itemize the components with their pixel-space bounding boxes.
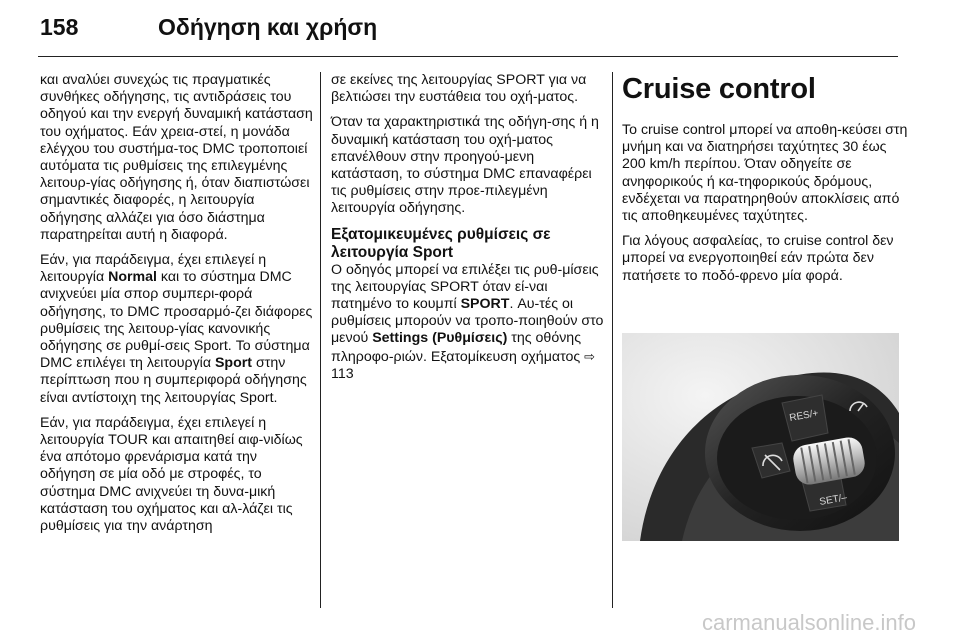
page-header xyxy=(36,14,924,44)
text-column-1 xyxy=(40,72,316,543)
sport-button-label: SPORT xyxy=(460,296,510,313)
paragraph: Για λόγους ασφαλείας, το cruise control δεν μπορεί να ενεργοποιηθεί εάν πρώτα δεν πατήσετε το ποδό-φρενο μία φορά. xyxy=(622,233,894,284)
paragraph: Εάν, για παράδειγμα, έχει επιλεγεί η λειτουργία TOUR και απαιτηθεί αιφ-νιδίως ένα απότομο φρενάρισμα κατά την οδήγηση σε μία οδό με στροφές, το σύστημα DMC ανιχνεύει τη δυνα-μική κατάσταση του οχήματος και αλ-λάζει τις ρυθμίσεις για την ανάρτηση xyxy=(40,414,303,535)
set-label: SET/– xyxy=(818,492,848,508)
header-rule xyxy=(38,56,898,57)
settings-menu-label: Settings (Ρυθμίσεις) xyxy=(372,330,508,347)
cruise-control-photo xyxy=(622,333,899,541)
paragraph: Εάν, για παράδειγμα, έχει επιλεγεί η λειτουργία Normal και το σύστημα DMC ανιχνεύει μία σπορ συμπερι-φορά οδήγησης, το DMC προσαρμό-ζει διάφορες ρυθμίσεις της λειτουρ-γίας κανονικής οδήγησης σε ρυθμί-σεις Sport. Το σύστημα DMC επιλέγει τη λειτουργία Sport στην περίπτωση που η συμπεριφορά οδήγησης είναι αντίστοιχη της λειτουργίας Sport. xyxy=(40,252,313,406)
watermark: carmanualsonline.info xyxy=(701,610,916,635)
res-label: RES/+ xyxy=(788,408,820,424)
text-column-3 xyxy=(622,72,912,293)
paragraph: και αναλύει συνεχώς τις πραγματικές συνθήκες οδήγησης, τις αντιδράσεις του οδηγού και την ενεργή δυναμική κατάσταση του οχήματος. Εάν χρεια-στεί, η μονάδα ελέγχου του συστήμα-τος DMC τροποποιεί αυτόματα τις ρυθμίσεις της επιλεγμένης λειτουρ-γίας οδήγησης ή, όταν διαπιστώσει σημαντικές διαφορές, η λειτουργία οδήγησης αλλάζει για όσο διάστημα παρατηρείται αυτή η διαφορά. xyxy=(40,72,313,243)
page-title: Οδήγηση και χρήση xyxy=(158,14,378,40)
page-reference-icon[interactable]: ⇨ xyxy=(584,348,596,364)
subsection-heading: Εξατομικευμένες ρυθμίσεις σε λειτουργία Sport xyxy=(331,225,551,261)
column-divider-2 xyxy=(612,72,613,608)
paragraph: Το cruise control μπορεί να αποθη-κεύσει στη μνήμη και να διατηρήσει ταχύτητες 30 έως 200 km/h περίπου. Όταν οδηγείτε σε ανηφορικούς ή κα-τηφορικούς δρόμους, ενδέχεται να παρατηρηθούν αποκλίσεις από τις αποθηκευμένες ταχύτητες. xyxy=(622,122,908,225)
mode-sport: Sport xyxy=(214,355,253,372)
paragraph: σε εκείνες της λειτουργίας SPORT για να βελτιώσει την ευστάθεια του οχή-ματος. xyxy=(331,72,587,106)
page-reference[interactable]: 113 xyxy=(331,365,354,382)
column-divider-1 xyxy=(320,72,321,608)
paragraph: Ο οδηγός μπορεί να επιλέξει τις ρυθ-μίσεις της λειτουργίας SPORT όταν εί-ναι πατημένο το κουμπί SPORT. Αυ-τές οι ρυθμίσεις μπορούν να τροπο-ποιηθούν στο μενού Settings (Ρυθμίσεις) της οθόνης πληροφο-ριών. Εξατομίκευση οχήματος ⇨ 113 xyxy=(331,261,604,382)
text-column-2 xyxy=(331,72,607,391)
steering-wheel-illustration xyxy=(622,333,899,541)
paragraph: Όταν τα χαρακτηριστικά της οδήγη-σης ή η δυναμική κατάσταση του οχή-ματος επανέλθουν στην προηγού-μενη κατάσταση, το σύστημα DMC επαναφέρει τις ρυθμίσεις στην προε-πιλεγμένη λειτουργία οδήγησης. xyxy=(331,114,599,217)
section-heading: Cruise control xyxy=(622,73,816,105)
page-number: 158 xyxy=(40,14,79,40)
mode-normal: Normal xyxy=(108,269,157,286)
